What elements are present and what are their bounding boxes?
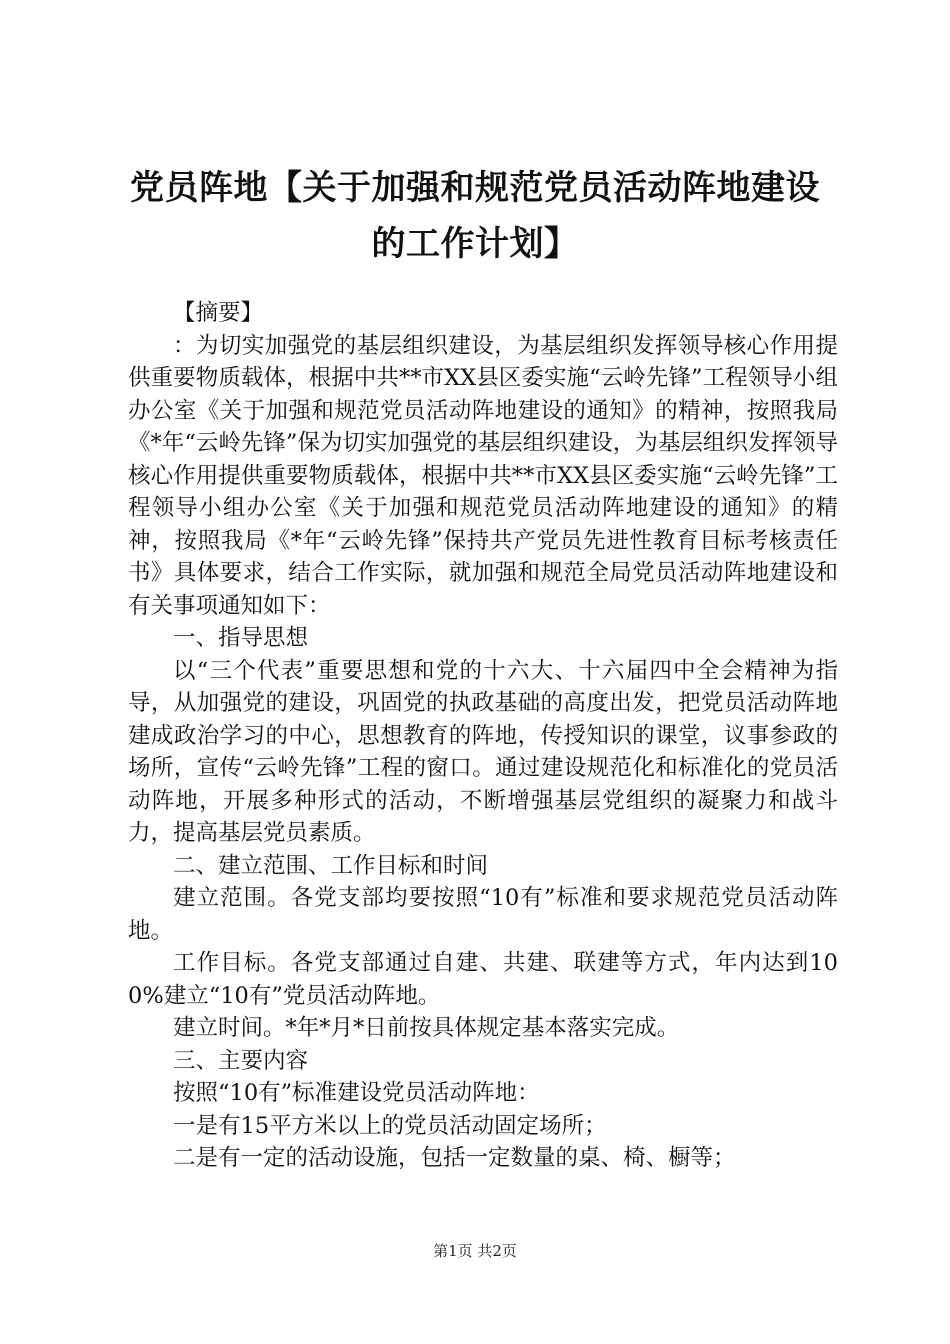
document-title [110,160,840,272]
title-line-2: 的工作计划】 [371,224,579,264]
paragraph-scope: 建立范围。各党支部均要按照“10有”标准和要求规范党员活动阵地。 [128,885,838,944]
page-footer: 第1页 共2页 [433,1242,517,1260]
document-body [128,297,838,1175]
section-heading-guiding-ideology: 一、指导思想 [173,625,309,651]
paragraph-guiding-ideology: 以“三个代表”重要思想和党的十六大、十六届四中全会精神为指导，从加强党的建设，巩固党的执政基础的高度出发，把党员活动阵地建成政治学习的中心，思想教育的阵地，传授知识的课堂，议事参政的场所，宣传“云岭先锋”工程的窗口。通过建设规范化和标准化的党员活动阵地，开展多种形式的活动，不断增强基层党组织的凝聚力和战斗力，提高基层党员素质。 [128,657,838,846]
paragraph-standard-intro: 按照“10有”标准建设党员活动阵地： [173,1080,540,1106]
list-item-2: 二是有一定的活动设施，包括一定数量的桌、椅、橱等； [173,1145,736,1171]
paragraph-time: 建立时间。*年*月*日前按具体规定基本落实完成。 [173,1015,680,1041]
abstract-paragraph: ：为切实加强党的基层组织建设，为基层组织发挥领导核心作用提供重要物质载体，根据中共**市XX县区委实施“云岭先锋”工程领导小组办公室《关于加强和规范党员活动阵地建设的通知》的精神，按照我局《*年“云岭先锋”保为切实加强党的基层组织建设，为基层组织发挥领导核心作用提供重要物质载体，根据中共**市XX县区委实施“云岭先锋”工程领导小组办公室《关于加强和规范党员活动阵地建设的通知》的精神，按照我局《*年“云岭先锋”保持共产党员先进性教育目标考核责任书》具体要求，结合工作实际，就加强和规范全局党员活动阵地建设和有关事项通知如下： [128,332,838,619]
section-heading-main-content: 三、主要内容 [173,1047,309,1074]
abstract-heading: 【摘要】 [173,300,264,326]
title-line-1: 党员阵地【关于加强和规范党员活动阵地建设 [130,168,820,208]
list-item-1: 一是有15平方米以上的党员活动固定场所； [173,1112,607,1139]
section-heading-scope-goals-time: 二、建立范围、工作目标和时间 [173,852,489,879]
paragraph-goals: 工作目标。各党支部通过自建、共建、联建等方式，年内达到100%建立“10有”党员活动阵地。 [128,950,838,1009]
